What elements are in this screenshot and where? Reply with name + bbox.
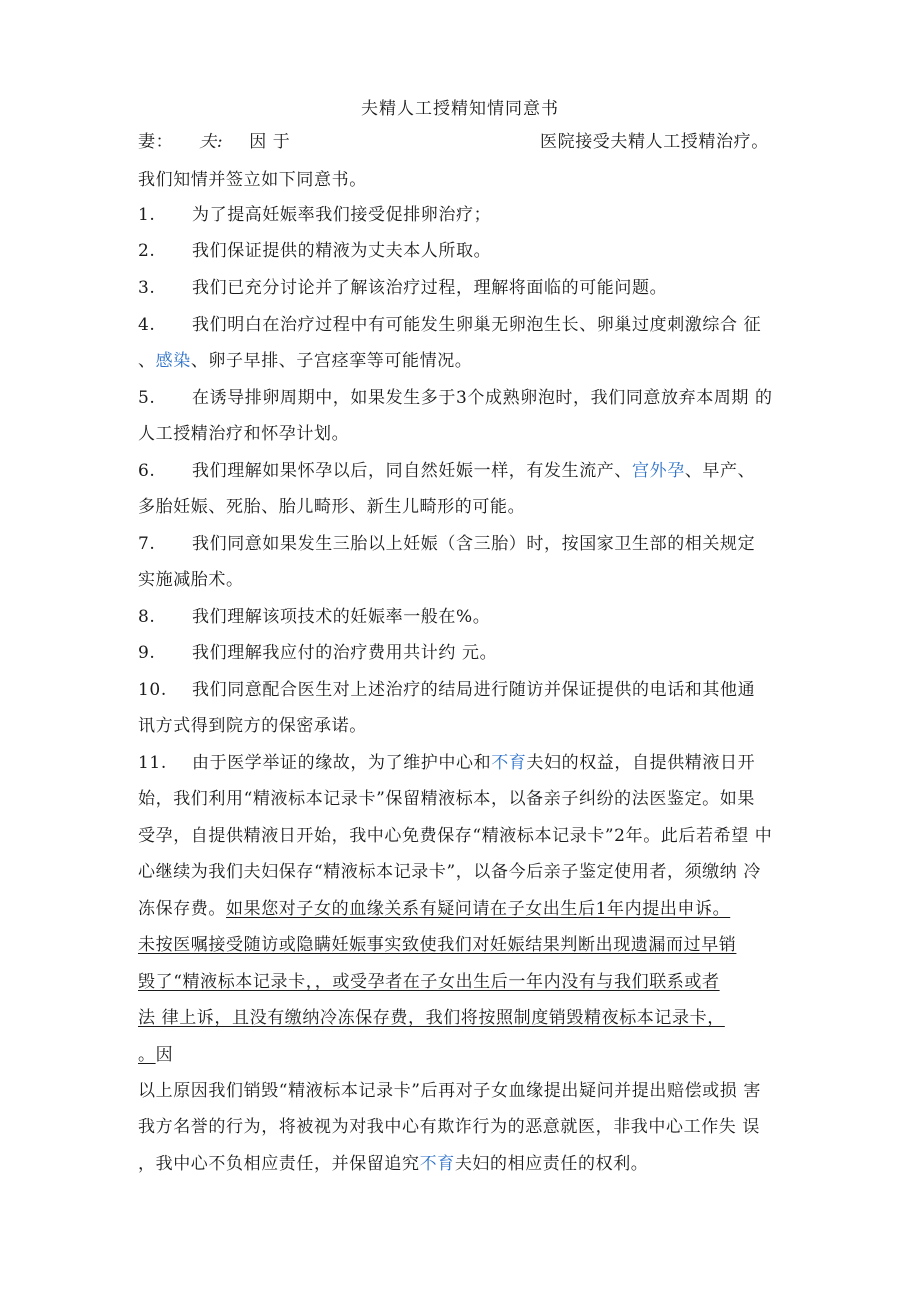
list-item bbox=[138, 315, 798, 335]
list-item bbox=[138, 278, 798, 298]
item-number: 8. bbox=[138, 607, 156, 627]
list-item-continuation: 受孕，自提供精液日开始，我中心免费保存“精液标本记录卡”2年。此后若希望 中 bbox=[138, 826, 773, 846]
list-item bbox=[138, 643, 798, 663]
husband-label: 夫: bbox=[199, 132, 224, 152]
item-text: 我们保证提供的精液为丈夫本人所取。 bbox=[192, 241, 492, 261]
item-text: 我们已充分讨论并了解该治疗过程，理解将面临的可能问题。 bbox=[192, 278, 668, 298]
infertility-link[interactable]: 不育 bbox=[491, 753, 527, 773]
item-number: 11. bbox=[138, 753, 167, 773]
item-number: 4. bbox=[138, 315, 156, 335]
item-number: 7. bbox=[138, 534, 156, 554]
list-item-continuation: 始，我们利用“精液标本记录卡”保留精液标本，以备亲子纠纷的法医鉴定。如果 bbox=[138, 789, 755, 809]
underlined-text: 。 bbox=[138, 1045, 156, 1065]
item-text: 因 bbox=[155, 1045, 174, 1065]
item-text: 我们理解如果怀孕以后，同自然妊娠一样，有发生流产、 bbox=[192, 461, 632, 481]
because-label: 因 于 bbox=[249, 132, 291, 152]
list-item bbox=[138, 388, 798, 408]
underlined-text: 如果您对子女的血缘关系有疑问请在子女出生后1年内提出申诉。 bbox=[226, 899, 731, 919]
list-item bbox=[138, 534, 798, 554]
list-item-continuation: 讯方式得到院方的保密承诺。 bbox=[138, 716, 367, 736]
list-item bbox=[138, 461, 798, 481]
item-text: 、早产、 bbox=[684, 461, 756, 481]
item-text: 夫妇的权益，自提供精液日开 bbox=[526, 753, 756, 773]
item-text: 我们明白在治疗过程中有可能发生卵巢无卵泡生长、卵巢过度刺激综合 征 bbox=[192, 315, 762, 335]
item-text: 我们同意配合医生对上述治疗的结局进行随访并保证提供的电话和其他通 bbox=[192, 680, 756, 700]
item-text: 在诱导排卵周期中，如果发生多于3个成熟卵泡时，我们同意放弃本周期 的 bbox=[192, 388, 773, 408]
underlined-text: 未按医嘱接受随访或隐瞒妊娠事实致使我们对妊娠结果判断出现遗漏而过早销 bbox=[138, 935, 737, 955]
list-item bbox=[138, 607, 798, 627]
item-number: 1. bbox=[138, 205, 156, 225]
closing-paragraph-line bbox=[138, 1154, 798, 1174]
list-item-continuation bbox=[138, 1045, 798, 1065]
list-item bbox=[138, 205, 798, 225]
list-item bbox=[138, 680, 798, 700]
item-text: 由于医学举证的缘故，为了维护中心和 bbox=[192, 753, 492, 773]
item-text: 我们同意如果发生三胎以上妊娠（含三胎）时，按国家卫生部的相关规定 bbox=[192, 534, 756, 554]
item-text: 我们理解我应付的治疗费用共计约 元。 bbox=[192, 643, 498, 663]
item-text: 我们理解该项技术的妊娠率一般在%。 bbox=[192, 607, 491, 627]
item-number: 5. bbox=[138, 388, 156, 408]
list-item bbox=[138, 241, 798, 261]
list-item bbox=[138, 753, 798, 773]
item-text: 为了提高妊娠率我们接受促排卵治疗； bbox=[192, 205, 492, 225]
closing-paragraph-line: 我方名誉的行为，将被视为对我中心有欺诈行为的恶意就医，非我中心工作失 误 bbox=[138, 1117, 761, 1137]
intro-line: 我们知情并签立如下同意书。 bbox=[138, 170, 367, 190]
item-number: 6. bbox=[138, 461, 156, 481]
item-text: 冻保存费。 bbox=[138, 899, 226, 919]
item-number: 10. bbox=[138, 680, 167, 700]
list-item-continuation: 实施减胎术。 bbox=[138, 570, 244, 590]
hospital-text: 医院接受夫精人工授精治疗。 bbox=[540, 132, 769, 152]
item-number: 3. bbox=[138, 278, 156, 298]
underlined-text: 法 律上诉，且没有缴纳冷冻保存费，我们将按照制度销毁精夜标本记录卡， bbox=[138, 1008, 725, 1028]
item-text: 、 bbox=[138, 351, 156, 371]
infection-link[interactable]: 感染 bbox=[155, 351, 191, 371]
list-item-continuation bbox=[138, 899, 798, 919]
item-number: 2. bbox=[138, 241, 156, 261]
underlined-text: 毁了“精液标本记录卡，，或受孕者在子女出生后一年内没有与我们联系或者 bbox=[138, 972, 720, 992]
list-item-continuation: 多胎妊娠、死胎、胎儿畸形、新生儿畸形的可能。 bbox=[138, 497, 526, 517]
item-text: 、卵子早排、子宫痉挛等可能情况。 bbox=[190, 351, 473, 371]
closing-paragraph-line: 以上原因我们销毁“精液标本记录卡”后再对子女血缘提出疑问并提出赔偿或损 害 bbox=[138, 1081, 761, 1101]
document-title: 夫精人工授精知情同意书 bbox=[361, 99, 559, 119]
wife-label: 妻： bbox=[138, 132, 174, 152]
ectopic-pregnancy-link[interactable]: 宫外孕 bbox=[632, 461, 685, 481]
item-number: 9. bbox=[138, 643, 156, 663]
infertility-link[interactable]: 不育 bbox=[419, 1154, 455, 1174]
header-line bbox=[138, 132, 798, 152]
item-text: ，我中心不负相应责任，并保留追究 bbox=[138, 1154, 420, 1174]
list-item-continuation bbox=[138, 351, 798, 371]
item-text: 夫妇的相应责任的权利。 bbox=[454, 1154, 649, 1174]
list-item-continuation: 人工授精治疗和怀孕计划。 bbox=[138, 424, 350, 444]
list-item-continuation: 心继续为我们夫妇保存“精液标本记录卡”，以备今后亲子鉴定使用者，须缴纳 冷 bbox=[138, 862, 761, 882]
